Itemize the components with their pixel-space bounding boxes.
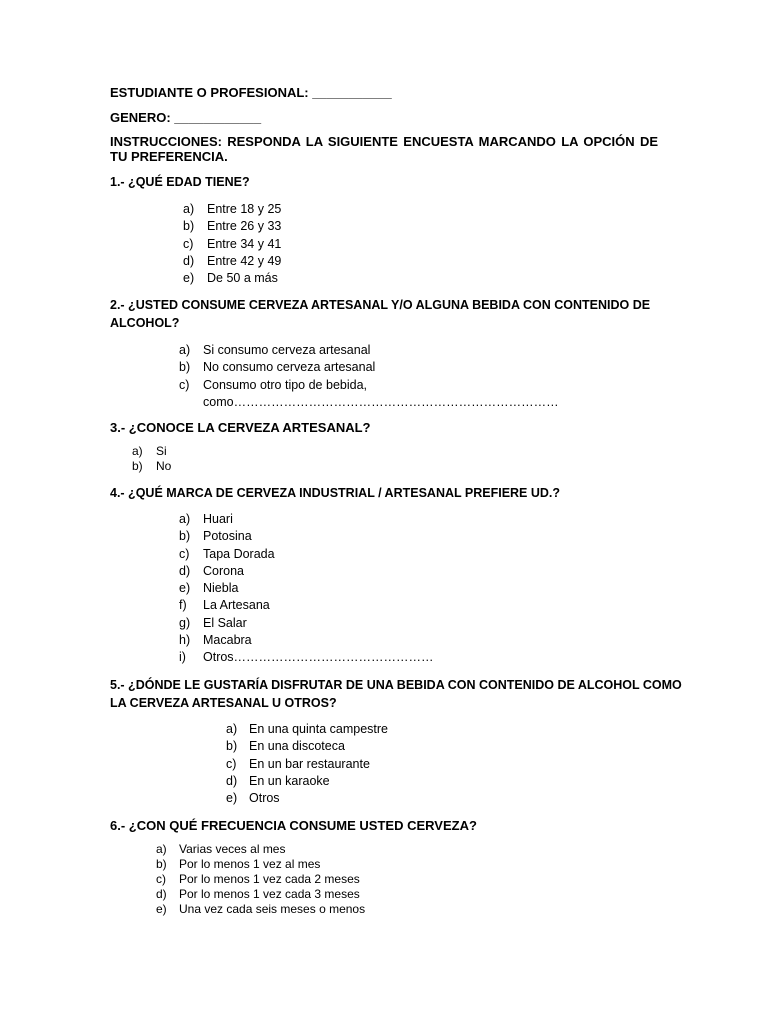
option-text: No	[156, 459, 172, 473]
option-text: Huari	[203, 512, 233, 526]
option-marker: i)	[179, 650, 186, 665]
option-item	[179, 615, 439, 632]
option-item	[179, 377, 559, 412]
option-item	[179, 528, 439, 545]
option-marker: e)	[156, 902, 167, 916]
option-marker: e)	[183, 271, 195, 286]
option-text: En una discoteca	[249, 739, 345, 754]
question-2-title-line2: ALCOHOL?	[110, 316, 180, 330]
question-6-options	[156, 842, 416, 917]
option-item	[183, 218, 383, 235]
option-text: Varias veces al mes	[179, 842, 286, 856]
instructions: INSTRUCCIONES: RESPONDA LA SIGUIENTE ENCUESTA MARCANDO LA OPCIÓN DE TU PREFERENCIA.	[110, 134, 658, 164]
option-text: Tapa Dorada	[203, 546, 275, 561]
option-item	[183, 253, 383, 270]
option-text: Entre 42 y 49	[207, 253, 282, 268]
option-marker: b)	[156, 857, 167, 871]
option-item	[179, 546, 439, 563]
option-marker: g)	[179, 615, 191, 630]
option-marker: d)	[156, 887, 167, 901]
option-text: Potosina	[203, 529, 252, 544]
option-item	[226, 790, 446, 807]
option-text-continued: como……………………………………………………………………	[203, 394, 559, 409]
option-marker: a)	[156, 842, 167, 856]
option-item	[226, 773, 446, 790]
option-text: De 50 a más	[207, 271, 278, 286]
option-item	[132, 444, 232, 459]
option-item	[226, 756, 446, 773]
option-marker: d)	[183, 253, 195, 268]
option-item	[179, 511, 439, 528]
option-item	[156, 872, 416, 887]
option-marker: d)	[179, 563, 191, 578]
option-marker: c)	[179, 377, 190, 392]
option-text: Por lo menos 1 vez cada 2 meses	[179, 872, 360, 886]
option-marker: f)	[179, 598, 187, 613]
option-marker: b)	[179, 529, 191, 544]
option-text: Una vez cada seis meses o menos	[179, 902, 366, 916]
option-item	[156, 902, 416, 917]
option-text: Corona	[203, 563, 244, 578]
student-line: ESTUDIANTE O PROFESIONAL: ___________	[110, 85, 392, 100]
option-text: En un bar restaurante	[249, 756, 370, 771]
option-marker: e)	[179, 581, 191, 596]
option-text: La Artesana	[203, 598, 270, 613]
option-item	[179, 597, 439, 614]
option-text: Otros	[249, 791, 280, 806]
option-text: Entre 18 y 25	[207, 202, 282, 216]
option-item	[226, 721, 446, 738]
option-item	[132, 459, 232, 474]
option-item	[156, 842, 416, 857]
option-item	[179, 580, 439, 597]
option-marker: a)	[179, 512, 191, 526]
option-item	[183, 270, 383, 287]
option-item	[179, 563, 439, 580]
option-text: En una quinta campestre	[249, 722, 388, 736]
option-marker: a)	[132, 444, 143, 458]
question-1-options	[183, 201, 383, 287]
option-item	[156, 857, 416, 872]
option-item	[179, 342, 519, 359]
option-marker: b)	[183, 219, 195, 234]
option-marker: a)	[226, 722, 238, 736]
option-text: Macabra	[203, 633, 252, 648]
option-marker: b)	[226, 739, 238, 754]
option-marker: c)	[179, 546, 190, 561]
option-marker: h)	[179, 633, 191, 648]
option-marker: c)	[183, 236, 194, 251]
option-item	[179, 359, 519, 376]
option-text: No consumo cerveza artesanal	[203, 360, 376, 375]
question-4-title: 4.- ¿QUÉ MARCA DE CERVEZA INDUSTRIAL / ARTESANAL PREFIERE UD.?	[110, 486, 561, 500]
option-marker: c)	[156, 872, 166, 886]
question-5-options	[226, 721, 446, 807]
option-text: Entre 34 y 41	[207, 236, 282, 251]
option-item	[226, 738, 446, 755]
option-text: En un karaoke	[249, 773, 330, 788]
option-marker: a)	[179, 343, 191, 357]
option-marker: d)	[226, 773, 238, 788]
question-6-title: 6.- ¿CON QUÉ FRECUENCIA CONSUME USTED CERVEZA?	[110, 818, 477, 833]
option-text: Consumo otro tipo de bebida,	[203, 377, 367, 392]
option-marker: e)	[226, 791, 238, 806]
option-text: Si consumo cerveza artesanal	[203, 343, 371, 357]
question-3-options	[132, 444, 232, 474]
option-text: Si	[156, 444, 167, 458]
gender-line: GENERO: ____________	[110, 110, 262, 125]
question-2-options	[179, 342, 559, 411]
question-2-title-line1: 2.- ¿USTED CONSUME CERVEZA ARTESANAL Y/O ALGUNA BEBIDA CON CONTENIDO DE	[110, 298, 651, 312]
option-text: Otros…………………………………………	[203, 650, 434, 665]
option-text: Por lo menos 1 vez cada 3 meses	[179, 887, 360, 901]
option-marker: b)	[132, 459, 143, 473]
option-marker: c)	[226, 756, 237, 771]
option-text: El Salar	[203, 615, 247, 630]
option-text: Entre 26 y 33	[207, 219, 282, 234]
option-item	[179, 632, 439, 649]
question-5-title-line1: 5.- ¿DÓNDE LE GUSTARÍA DISFRUTAR DE UNA BEBIDA CON CONTENIDO DE ALCOHOL COMO	[110, 678, 682, 692]
option-item	[156, 887, 416, 902]
question-4-options	[179, 511, 439, 667]
question-5-title-line2: LA CERVEZA ARTESANAL U OTROS?	[110, 696, 337, 710]
question-3-title: 3.- ¿CONOCE LA CERVEZA ARTESANAL?	[110, 420, 371, 435]
option-item	[179, 649, 439, 666]
option-text: Por lo menos 1 vez al mes	[179, 857, 321, 871]
option-item	[183, 201, 383, 218]
question-1-title: 1.- ¿QUÉ EDAD TIENE?	[110, 175, 250, 189]
option-marker: a)	[183, 202, 195, 216]
option-marker: b)	[179, 360, 191, 375]
option-item	[183, 236, 383, 253]
option-text: Niebla	[203, 581, 239, 596]
